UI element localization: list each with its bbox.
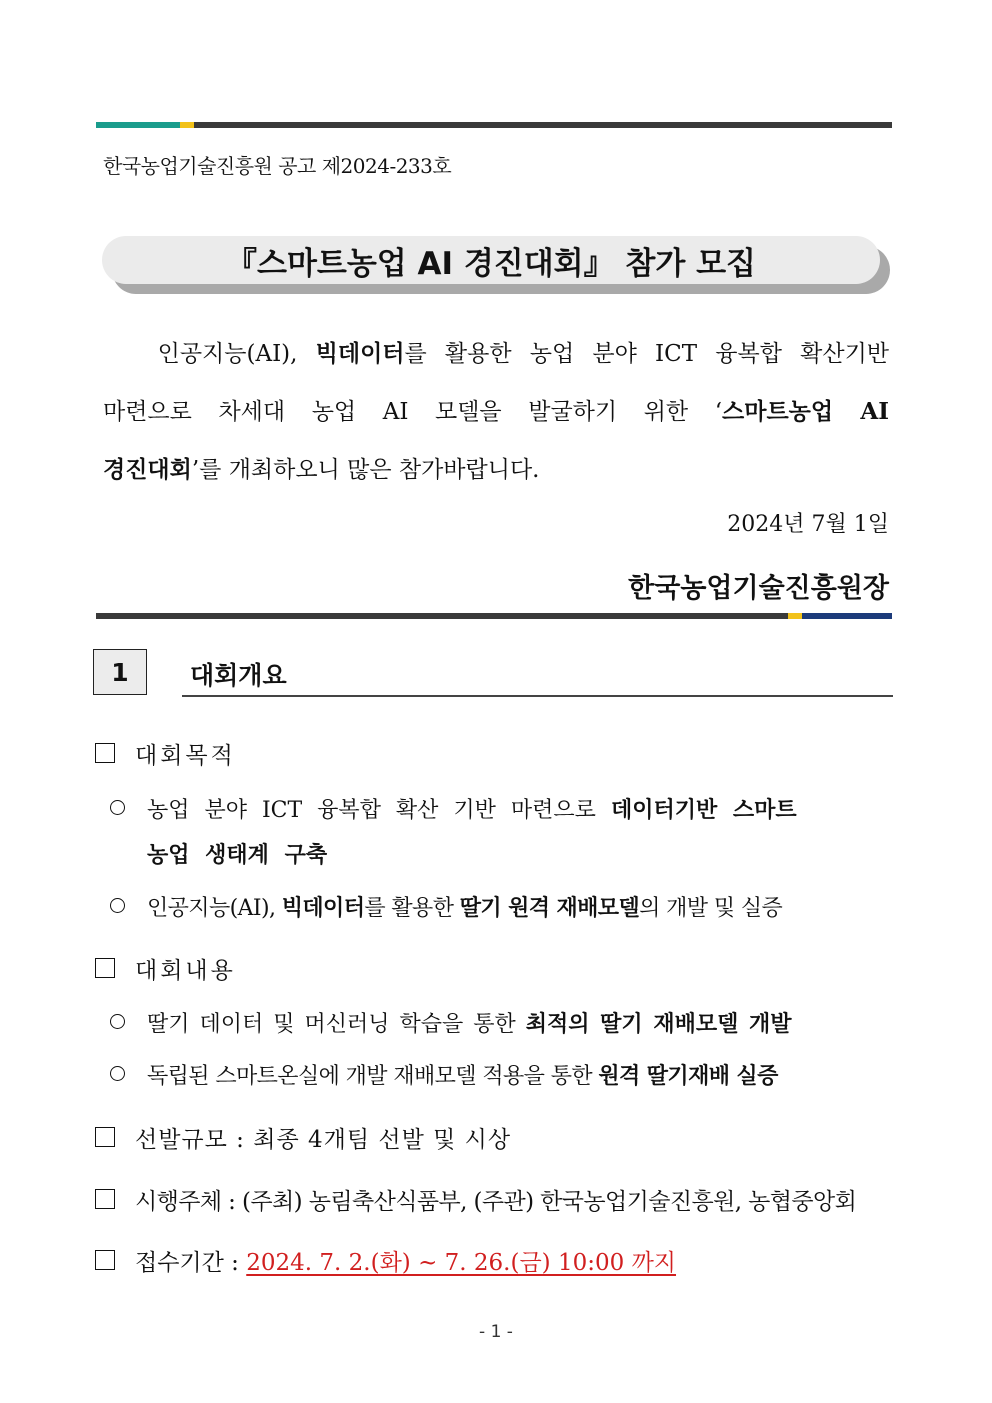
section-number: 1 [93, 649, 147, 695]
checkbox-square-icon [95, 1250, 115, 1270]
circle-bullet-icon [110, 1066, 125, 1081]
checkbox-square-icon [95, 1127, 115, 1147]
section-underline [182, 695, 893, 697]
purpose-item-2: 인공지능(AI), 빅데이터를 활용한 딸기 원격 재배모델의 개발 및 실증 [147, 895, 783, 921]
top-bar-dark [194, 122, 892, 128]
intro-line-3: 경진대회’를 개최하오니 많은 참가바랍니다. [103, 456, 540, 483]
content-item-1: 딸기 데이터 및 머신러닝 학습을 통한 최적의 딸기 재배모델 개발 [147, 1011, 792, 1037]
purpose-item-1: 농업 분야 ICT 융복합 확산 기반 마련으로 데이터기반 스마트 [147, 797, 797, 823]
document-title: 『스마트농업 AI 경진대회』 참가 모집 [102, 236, 880, 284]
checkbox-square-icon [95, 1189, 115, 1209]
checkbox-square-icon [95, 958, 115, 978]
divider-bar-navy [802, 613, 892, 619]
divider-bar-yellow [788, 613, 802, 619]
content-heading: 대회내용 [135, 958, 236, 984]
top-bar-teal [96, 122, 180, 128]
purpose-heading: 대회목적 [135, 743, 236, 769]
circle-bullet-icon [110, 1014, 125, 1029]
divider-bar-dark [96, 613, 788, 619]
organizer: 시행주체 : (주최) 농림축산식품부, (주관) 한국농업기술진흥원, 농협중앙회 [135, 1189, 857, 1215]
circle-bullet-icon [110, 800, 125, 815]
application-period: 접수기간 : 2024. 7. 2.(화) ~ 7. 26.(금) 10:00 까지 [135, 1250, 677, 1276]
page-number: - 1 - [479, 1322, 513, 1342]
notice-date: 2024년 7월 1일 [727, 512, 889, 537]
issuer-name: 한국농업기술진흥원장 [628, 573, 889, 604]
intro-line-1: 인공지능(AI), 빅데이터를 활용한 농업 분야 ICT 융복합 확산기반 [157, 340, 890, 367]
content-item-2: 독립된 스마트온실에 개발 재배모델 적용을 통한 원격 딸기재배 실증 [147, 1063, 778, 1089]
purpose-item-1-cont: 농업 생태계 구축 [147, 842, 328, 868]
selection-scale: 선발규모 : 최종 4개팀 선발 및 시상 [135, 1127, 512, 1153]
circle-bullet-icon [110, 898, 125, 913]
checkbox-square-icon [95, 743, 115, 763]
section-title: 대회개요 [190, 661, 287, 690]
notice-number: 한국농업기술진흥원 공고 제2024-233호 [103, 154, 452, 178]
top-bar-yellow [180, 122, 194, 128]
intro-line-2: 마련으로 차세대 농업 AI 모델을 발굴하기 위한 ‘스마트농업 AI [103, 398, 890, 425]
